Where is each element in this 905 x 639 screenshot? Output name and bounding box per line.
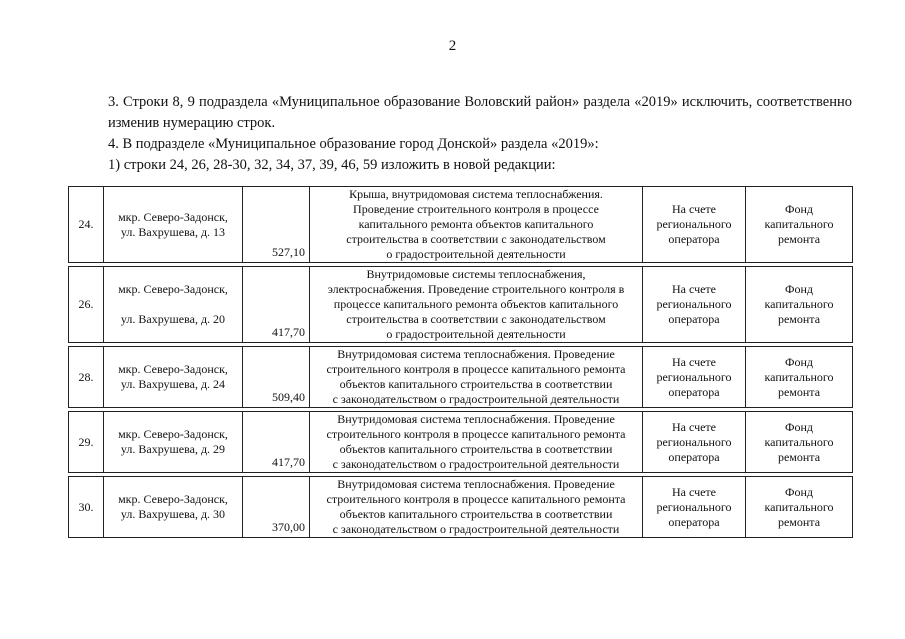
description-line: объектов капитального строительства в соответствии	[339, 442, 613, 456]
cost-cell: 509,40	[243, 347, 310, 408]
fund-line: капитального	[764, 369, 834, 384]
address-line: ул. Вахрушева, д. 20	[120, 312, 226, 326]
description-line: с законодательством о градостроительной деятельности	[332, 522, 620, 536]
fund-line: ремонта	[777, 312, 821, 326]
address-cell	[104, 187, 243, 263]
description-line: объектов капитального строительства в соответствии	[339, 507, 613, 521]
account-line: оператора	[668, 514, 720, 529]
row-number-cell: 30.	[69, 477, 104, 538]
account-cell	[643, 187, 746, 263]
address-line: мкр. Северо-Задонск,	[118, 282, 228, 296]
fund-line: ремонта	[777, 449, 821, 464]
fund-line: Фонд	[784, 484, 813, 499]
description-line: объектов капитального строительства в соответствии	[339, 377, 613, 391]
address-line: мкр. Северо-Задонск,	[118, 209, 228, 224]
account-line: оператора	[668, 232, 720, 246]
description-cell	[310, 347, 643, 408]
description-cell	[310, 187, 643, 263]
address-line: ул. Вахрушева, д. 30	[120, 507, 226, 521]
description-line: строительного контроля в процессе капитального ремонта	[326, 427, 626, 441]
fund-line: Фонд	[784, 354, 813, 369]
address-line: ул. Вахрушева, д. 13	[120, 224, 226, 239]
address-line: мкр. Северо-Задонск,	[118, 362, 228, 376]
fund-line: капитального	[764, 499, 834, 514]
table-row	[69, 267, 853, 343]
account-line: оператора	[668, 449, 720, 464]
fund-line: капитального	[764, 297, 834, 311]
description-line: процессе капитального ремонта объектов капитального	[333, 297, 619, 311]
description-line: Проведение строительного контроля в процессе	[353, 202, 599, 216]
address-cell	[104, 267, 243, 343]
description-line: с законодательством о градостроительной деятельности	[332, 392, 620, 406]
address-line: мкр. Северо-Задонск,	[118, 492, 228, 506]
fund-line: ремонта	[777, 514, 821, 529]
description-line: Внутридомовая система теплоснабжения. Проведение	[337, 412, 615, 426]
table-row	[69, 412, 853, 473]
fund-line: Фонд	[784, 202, 813, 216]
account-line: регионального	[656, 499, 732, 514]
fund-line: капитального	[764, 217, 834, 231]
paragraph-item-4: 4. В подразделе «Муниципальное образование город Донской» раздела «2019»:	[108, 136, 599, 152]
fund-cell	[746, 347, 853, 408]
fund-line: капитального	[764, 434, 834, 449]
description-line: о градостроительной деятельности	[386, 327, 566, 341]
paragraph-item-3: 3. Строки 8, 9 подраздела «Муниципальное образование Воловский район» раздела «2019» исключить, соответственно изменив нумерацию строк.	[108, 94, 852, 131]
fund-line: Фонд	[784, 282, 813, 296]
address-cell	[104, 412, 243, 473]
account-line: оператора	[668, 384, 720, 399]
table-row	[69, 187, 853, 263]
fund-cell	[746, 412, 853, 473]
address-line: мкр. Северо-Задонск,	[118, 427, 228, 441]
description-line: строительства в соответствии с законодательством	[346, 232, 606, 246]
description-line: строительства в соответствии с законодательством	[346, 312, 606, 326]
description-line: строительного контроля в процессе капитального ремонта	[326, 492, 626, 506]
address-cell	[104, 477, 243, 538]
account-line: На счете	[671, 484, 716, 499]
fund-line: ремонта	[777, 232, 821, 246]
row-number-cell: 26.	[69, 267, 104, 343]
account-line: регионального	[656, 217, 732, 231]
cost-cell: 370,00	[243, 477, 310, 538]
description-line: о градостроительной деятельности	[386, 247, 566, 261]
account-cell	[643, 347, 746, 408]
account-line: регионального	[656, 369, 732, 384]
description-line: электроснабжения. Проведение строительного контроля в	[327, 282, 625, 296]
table-row	[69, 477, 853, 538]
description-cell	[310, 477, 643, 538]
account-line: На счете	[671, 202, 716, 216]
account-line: оператора	[668, 312, 720, 326]
table-row	[69, 347, 853, 408]
row-number-cell: 28.	[69, 347, 104, 408]
account-line: На счете	[671, 419, 716, 434]
page-number: 2	[448, 38, 457, 54]
fund-line: ремонта	[777, 384, 821, 399]
account-line: регионального	[656, 297, 732, 311]
row-number-cell: 24.	[69, 187, 104, 263]
address-line: ул. Вахрушева, д. 29	[120, 442, 226, 456]
description-line: капитального ремонта объектов капитального	[358, 217, 594, 231]
row-number-cell: 29.	[69, 412, 104, 473]
paragraph-item-4-1: 1) строки 24, 26, 28-30, 32, 34, 37, 39, 46, 59 изложить в новой редакции:	[108, 157, 556, 173]
description-line: Внутридомовая система теплоснабжения. Проведение	[337, 477, 615, 491]
fund-line: Фонд	[784, 419, 813, 434]
repair-table	[68, 186, 853, 538]
cost-cell: 527,10	[243, 187, 310, 263]
description-line: Крыша, внутридомовая система теплоснабжения.	[349, 187, 603, 201]
address-line: ул. Вахрушева, д. 24	[120, 377, 226, 391]
cost-cell: 417,70	[243, 412, 310, 473]
fund-cell	[746, 187, 853, 263]
description-cell	[310, 412, 643, 473]
cost-cell: 417,70	[243, 267, 310, 343]
account-line: регионального	[656, 434, 732, 449]
description-line: строительного контроля в процессе капитального ремонта	[326, 362, 626, 376]
fund-cell	[746, 267, 853, 343]
account-cell	[643, 267, 746, 343]
account-cell	[643, 412, 746, 473]
fund-cell	[746, 477, 853, 538]
account-cell	[643, 477, 746, 538]
description-cell	[310, 267, 643, 343]
address-cell	[104, 347, 243, 408]
account-line: На счете	[671, 282, 716, 296]
account-line: На счете	[671, 354, 716, 369]
description-line: с законодательством о градостроительной деятельности	[332, 457, 620, 471]
description-line: Внутридомовая система теплоснабжения. Проведение	[337, 347, 615, 361]
description-line: Внутридомовые системы теплоснабжения,	[366, 267, 586, 281]
